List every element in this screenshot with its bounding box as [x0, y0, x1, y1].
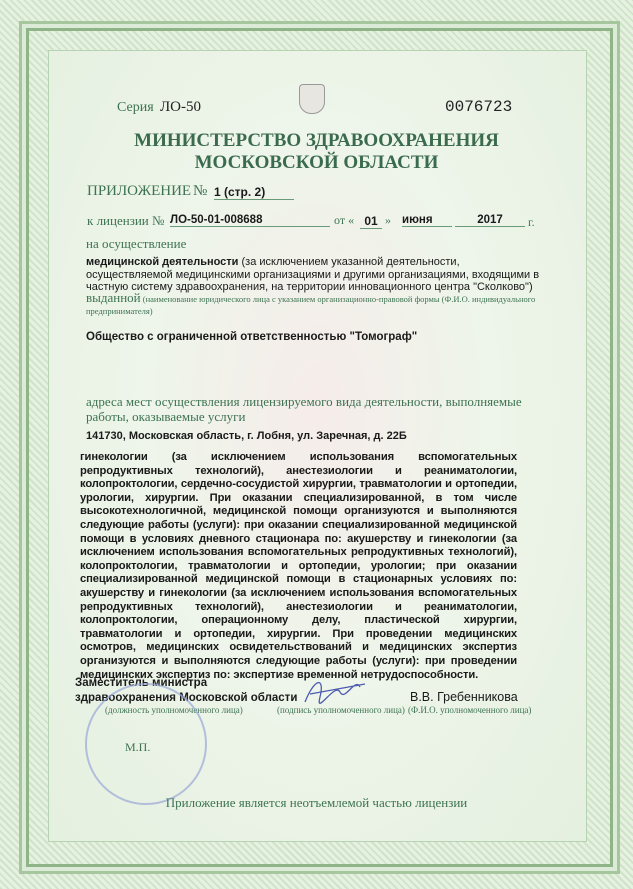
position-line1: Заместитель министра: [75, 677, 208, 689]
coat-of-arms-icon: [299, 84, 325, 114]
license-month: июня: [402, 214, 452, 227]
appendix-value: 1 (стр. 2): [214, 185, 294, 200]
footer-note: Приложение является неотъемлемой частью лицензии: [165, 795, 468, 810]
signer-name: В.В. Гребенникова: [410, 690, 518, 704]
series-label: Серия: [117, 100, 154, 115]
license-year: 2017: [455, 214, 525, 227]
addresses-label: адреса мест осуществления лицензируемого вида деятельности, выполняемые работы, оказываемые услуги: [86, 394, 522, 424]
license-number: ЛО-50-01-008688: [170, 214, 330, 227]
form-number: 0076723: [445, 98, 513, 116]
license-label: к лицензии №: [87, 213, 165, 228]
license-g: г.: [528, 215, 535, 229]
position-line2: здравоохранения Московской области: [75, 692, 298, 704]
position-note: (должность уполномоченного лица): [105, 705, 243, 715]
issued-label: выданной: [86, 290, 141, 305]
activity-bold: медицинской деятельности: [86, 256, 239, 268]
license-close: »: [385, 213, 391, 227]
activity-desc: (за исключением указанной деятельности, осуществляемой медицинскими организациями и другими организациями, входящими в частную систему здравоохранения, на территории инновационного центра "Сколково"): [86, 256, 540, 293]
activity-text: [86, 256, 546, 294]
services-text: гинекологии (за исключением использования вспомогательных репродуктивных технологий), анестезиологии и реаниматологии, колопроктологии, сердечно-сосудистой хирургии, травматологии и ортопедии, урологии, хирургии. При оказании специализированной, в том числе высокотехнологичной, медицинской помощи организуются и выполняются следующие работы (услуги): при оказании специализированной медицинской помощи в условиях дневного стационара по: акушерству и гинекологии (за исключением использования вспомогательных репродуктивных технологий), колопроктологии, травматологии и ортопедии, урологии; при оказании специализированной медицинской помощи в стационарных условиях по: акушерству и гинекологии (за исключением использования вспомогательных репродуктивных технологий), анестезиологии и реаниматологии, колопроктологии, операционному делу, пластической хирургии, травматологии и ортопедии, хирургии. При проведении медицинских осмотров, медицинских освидетельствований и медицинских экспертиз организуются и выполняются следующие работы (услуги): при проведении медицинских экспертиз по: экспертизе временной нетрудоспособности.: [80, 451, 517, 681]
license-day: 01: [360, 214, 382, 229]
address: 141730, Московская область, г. Лобня, ул. Заречная, д. 22Б: [86, 430, 407, 442]
appendix-no: №: [193, 183, 208, 199]
series-value: ЛО-50: [160, 99, 202, 115]
license-from: от «: [334, 213, 355, 227]
name-note: (Ф.И.О. уполномоченного лица): [408, 705, 532, 715]
issued-note: (наименование юридического лица с указанием организационно-правовой формы (Ф.И.О. индивидуального предпринимателя): [86, 294, 536, 316]
ministry-line2: МОСКОВСКОЙ ОБЛАСТИ: [194, 152, 439, 173]
activity-label: на осуществление: [86, 236, 187, 251]
appendix-label: ПРИЛОЖЕНИЕ: [87, 183, 192, 199]
ministry-line1: МИНИСТЕРСТВО ЗДРАВООХРАНЕНИЯ: [134, 130, 499, 151]
sign-note: (подпись уполномоченного лица): [277, 705, 405, 715]
seal-mark: М.П.: [125, 740, 151, 754]
ministry-title: [0, 130, 633, 174]
organization-name: Общество с ограниченной ответственностью "Томограф": [86, 331, 418, 343]
issued-block: [86, 292, 546, 317]
